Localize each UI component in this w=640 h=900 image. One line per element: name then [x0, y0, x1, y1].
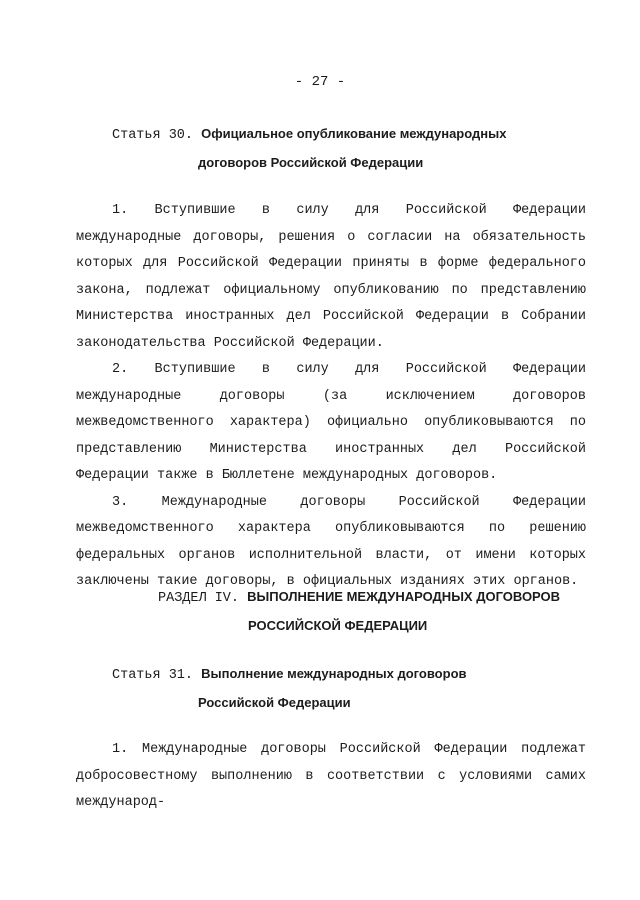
article-30-title-line2: договоров Российской Федерации	[198, 155, 424, 170]
article-30-title-line1: Официальное опубликование международных	[201, 126, 507, 141]
article-30-paragraph-2: 2. Вступившие в силу для Российской Федерации международные договоры (за исключением договоров межведомственного характера) официально опубликовываются по представлению Министерства иностранных дел Российской Федерации также в Бюллетене международных договоров.	[76, 362, 586, 483]
article-31-body	[76, 737, 586, 817]
article-30-prefix: Статья 30.	[112, 128, 194, 143]
article-31-title-line1: Выполнение международных договоров	[201, 666, 467, 681]
article-30-paragraph-1: 1. Вступившие в силу для Российской Федерации международные договоры, решения о согласии на обязательность которых для Российской Федерации приняты в форме федерального закона, подлежат официальному опубликованию по представлению Министерства иностранных дел Российской Федерации в Собрании законодательства Российской Федерации.	[76, 203, 586, 351]
article-31-title-line2: Российской Федерации	[198, 695, 351, 710]
section-4-prefix: РАЗДЕЛ IV.	[158, 591, 240, 606]
article-30-heading	[112, 120, 506, 176]
section-4-heading	[158, 583, 560, 639]
article-30-body	[76, 198, 586, 596]
article-31-heading	[112, 660, 467, 716]
section-4-title-line2: РОССИЙСКОЙ ФЕДЕРАЦИИ	[248, 618, 428, 633]
article-31-prefix: Статья 31.	[112, 668, 194, 683]
article-31-paragraph-1: 1. Международные договоры Российской Федерации подлежат добросовестному выполнению в соответствии с условиями самих международ-	[76, 742, 586, 810]
section-4-title-line1: ВЫПОЛНЕНИЕ МЕЖДУНАРОДНЫХ ДОГОВОРОВ	[247, 589, 561, 604]
article-30-paragraph-3: 3. Международные договоры Российской Федерации межведомственного характера опубликовываются по решению федеральных органов исполнительной власти, от имени которых заключены такие договоры, в официальных изданиях этих органов.	[76, 494, 586, 589]
page-number: - 27 -	[294, 74, 346, 90]
